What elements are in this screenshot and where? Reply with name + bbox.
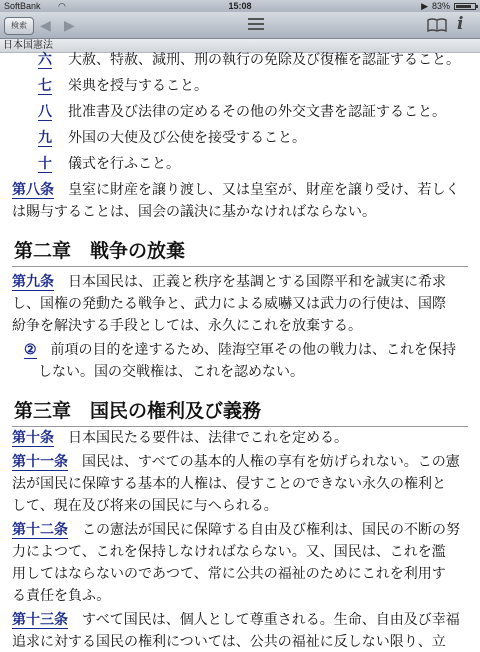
article-13-line-1: 第十三条 すべて国民は、個人として尊重される。生命、自由及び幸福 [12, 612, 460, 628]
article-9-line-1: 第九条 日本国民は、正義と秩序を基調とする国際平和を誠実に希求 [12, 274, 446, 290]
item-number[interactable]: 八 [38, 104, 52, 120]
article-8-line-1: 第八条 皇室に財産を譲り渡し、又は皇室が、財産を譲り受け、若しく [12, 182, 460, 198]
article-10-link[interactable]: 第十条 [12, 430, 54, 446]
chapter-divider [12, 266, 468, 267]
article-12-line-2: 力によつて、これを保持しなければならない。又、国民は、これを濫 [12, 544, 446, 560]
article-9-para-2-line-2: しない。国の交戦権は、これを認めない。 [38, 364, 304, 380]
paragraph-number[interactable]: ② [24, 342, 37, 358]
article-11-link[interactable]: 第十一条 [12, 454, 68, 470]
article-13-link[interactable]: 第十三条 [12, 612, 68, 628]
book-icon[interactable] [427, 18, 447, 37]
article-8-link[interactable]: 第八条 [12, 182, 54, 198]
article-12-line-3: 用してはならないのであつて、常に公共の福祉のためにこれを利用す [12, 566, 446, 582]
article-13-line-2: 追求に対する国民の権利については、公共の福祉に反しない限り、立 [12, 634, 446, 650]
chapter-3-heading: 第三章 国民の権利及び義務 [14, 400, 262, 422]
item-text: 栄典を授与すること。 [68, 78, 208, 94]
item-text: 大赦、特赦、減刑、刑の執行の免除及び復権を認証すること。 [68, 52, 460, 68]
article-9-para-2-line-1: ② 前項の目的を達するため、陸海空軍その他の戦力は、これを保持 [24, 342, 457, 358]
list-item [38, 128, 306, 148]
article-9-line-3: 紛争を解決する手段としては、永久にこれを放棄する。 [12, 318, 362, 334]
list-item [38, 76, 208, 96]
battery-icon [454, 3, 476, 10]
wifi-icon: ◠ [58, 1, 66, 11]
item-number[interactable]: 十 [38, 156, 52, 172]
back-arrow-icon[interactable]: ◀ [40, 17, 51, 33]
forward-arrow-icon[interactable]: ▶ [64, 17, 75, 33]
battery-percent: 83% [431, 1, 450, 11]
toolbar [0, 12, 480, 39]
article-12-link[interactable]: 第十二条 [12, 522, 68, 538]
article-9-link[interactable]: 第九条 [12, 274, 54, 290]
article-11-line-2: 法が国民に保障する基本的人権は、侵すことのできない永久の権利と [12, 476, 446, 492]
item-number[interactable]: 七 [38, 78, 52, 94]
document-content[interactable] [0, 52, 480, 650]
list-item [38, 102, 446, 122]
article-11-line-1: 第十一条 国民は、すべての基本的人権の享有を妨げられない。この憲 [12, 454, 460, 470]
list-item [38, 154, 180, 174]
status-bar [0, 0, 480, 12]
clock: 15:08 [228, 1, 252, 11]
list-item [38, 50, 460, 70]
item-text: 儀式を行ふこと。 [68, 156, 180, 172]
article-8-line-2: は賜与することは、国会の議決に基かなければならない。 [12, 204, 376, 220]
search-button[interactable]: 検索 [4, 17, 34, 35]
item-text: 批准書及び法律の定めるその他の外交文書を認証すること。 [68, 104, 446, 120]
list-icon[interactable] [248, 18, 264, 32]
item-number[interactable]: 九 [38, 130, 52, 146]
play-icon: ▶ [421, 1, 428, 11]
document-title: 日本国憲法 [0, 39, 480, 53]
info-icon[interactable]: i [457, 14, 464, 34]
chapter-divider [12, 426, 468, 427]
article-10-line: 第十条 日本国民たる要件は、法律でこれを定める。 [12, 430, 348, 446]
item-number[interactable]: 六 [38, 52, 52, 68]
item-text: 外国の大使及び公使を接受すること。 [68, 130, 306, 146]
chapter-2-heading: 第二章 戦争の放棄 [14, 240, 186, 262]
article-12-line-4: る責任を負ふ。 [12, 588, 111, 604]
carrier-label: SoftBank [4, 1, 41, 11]
article-11-line-3: して、現在及び将来の国民に与へられる。 [12, 498, 278, 514]
article-9-line-2: し、国権の発動たる戦争と、武力による威嚇又は武力の行使は、国際 [12, 296, 446, 312]
article-12-line-1: 第十二条 この憲法が国民に保障する自由及び権利は、国民の不断の努 [12, 522, 460, 538]
